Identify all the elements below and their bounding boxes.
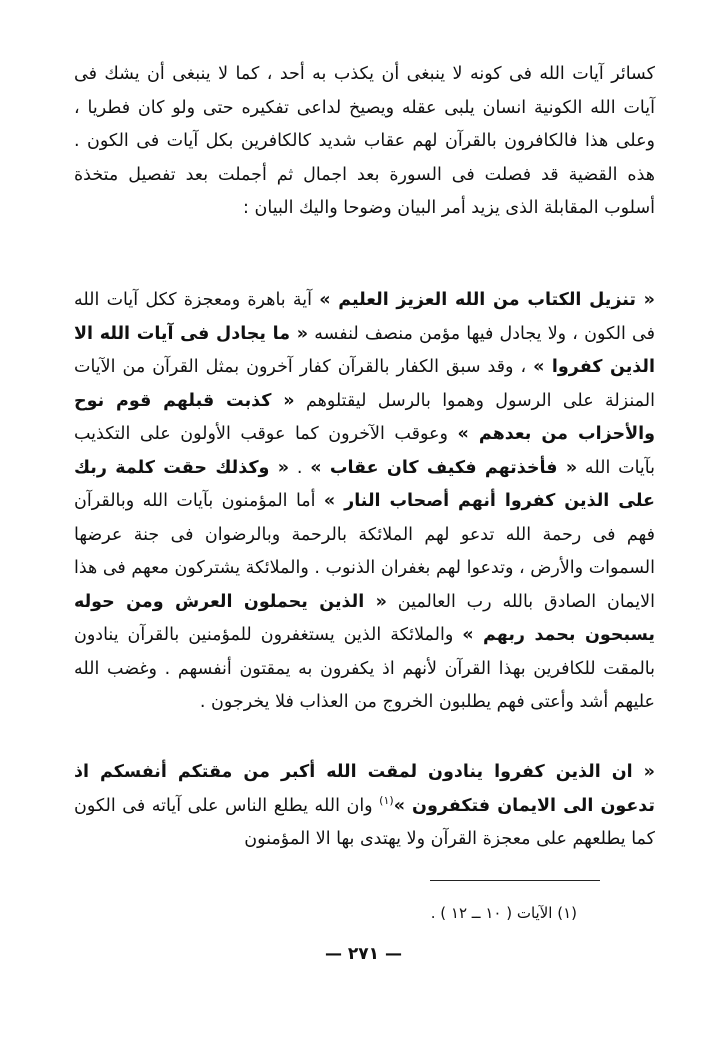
quran-quote: « كذبت قبلهم قوم نوح والأحزاب من بعدهم » bbox=[74, 390, 655, 444]
body-text: أما المؤمنون بآيات الله وبالقرآن فهم فى رحمة الله تدعو لهم الملائكة بالرحمة وبالرضوان فى جنة عرضها السموات والأرض ، وتدعوا لهم بغفران الذنوب . والملائكة يشتركون معهم فى هذا الايمان الصادق بالله رب العالمين bbox=[74, 491, 655, 612]
body-text: والملائكة الذين يستغفرون للمؤمنين بالقرآن ينادون بالمقت للكافرين بهذا القرآن لأنهم اذ يكفرون به يمقتون أنفسهم . وغضب الله عليهم أشد وأعتى فهم يطلبون الخروج من العذاب فلا يخرجون . bbox=[74, 625, 655, 712]
paragraph-3 bbox=[74, 756, 655, 857]
body-text: . bbox=[289, 457, 311, 478]
body-text: وعوقب الآخرون كما عوقب الأولون على التكذيب بآيات الله bbox=[74, 424, 655, 478]
quran-quote: « ما يجادل فى آيات الله الا الذين كفروا » bbox=[74, 323, 655, 377]
paragraph-1 bbox=[74, 58, 655, 226]
body-text: وان الله يطلع الناس على آياته فى الكون كما يطلعهم على معجزة القرآن ولا يهتدى بها الا المؤمنون bbox=[74, 795, 655, 849]
paragraph-2-text bbox=[74, 284, 655, 720]
quran-quote: « الذين يحملون العرش ومن حوله يسبحون بحمد ربهم » bbox=[74, 591, 655, 645]
paragraph-2 bbox=[74, 284, 655, 720]
footnote-reference: (١) bbox=[379, 793, 394, 807]
body-text: ، وقد سبق الكفار بالقرآن كفار آخرون بمثل القرآن من الآيات المنزلة على الرسول وهموا بالرسل ليقتلوهم bbox=[74, 357, 655, 411]
paragraph-1-text: كسائر آيات الله فى كونه لا ينبغى أن يكذب به أحد ، كما لا ينبغى أن يشك فى آيات الله الكونية انسان يلبى عقله ويصيخ لداعى تفكيره حتى ولو كان فطريا ، وعلى هذا فالكافرون بالقرآن لهم عقاب شديد كالكافرين بكل آيات فى الكون . هذه القضية قد فصلت فى السورة بعد اجمال ثم أجملت بعد تفصيل متخذة أسلوب المقابلة الذى يزيد أمر البيان وضوحا واليك البيان : bbox=[74, 64, 655, 218]
footnote-divider bbox=[430, 880, 600, 881]
quran-quote: « وكذلك حقت كلمة ربك على الذين كفروا أنهم أصحاب النار » bbox=[74, 457, 656, 511]
body-text: آية باهرة ومعجزة ككل آيات الله فى الكون ، ولا يجادل فيها مؤمن منصف لنفسه bbox=[74, 290, 655, 344]
quran-quote: « تنزيل الكتاب من الله العزيز العليم » bbox=[319, 290, 655, 310]
page-number: — ٢٧١ — bbox=[325, 944, 402, 964]
quran-quote: « ان الذين كفروا ينادون لمقت الله أكبر من مقتكم أنفسكم اذ تدعون الى الايمان فتكفرون » bbox=[74, 762, 655, 816]
paragraph-3-text bbox=[74, 756, 655, 857]
footnote: (١) الآيات ( ١٠ ــ ١٢ ) . bbox=[430, 904, 577, 922]
quran-quote: « فأخذتهم فكيف كان عقاب » bbox=[310, 457, 578, 478]
